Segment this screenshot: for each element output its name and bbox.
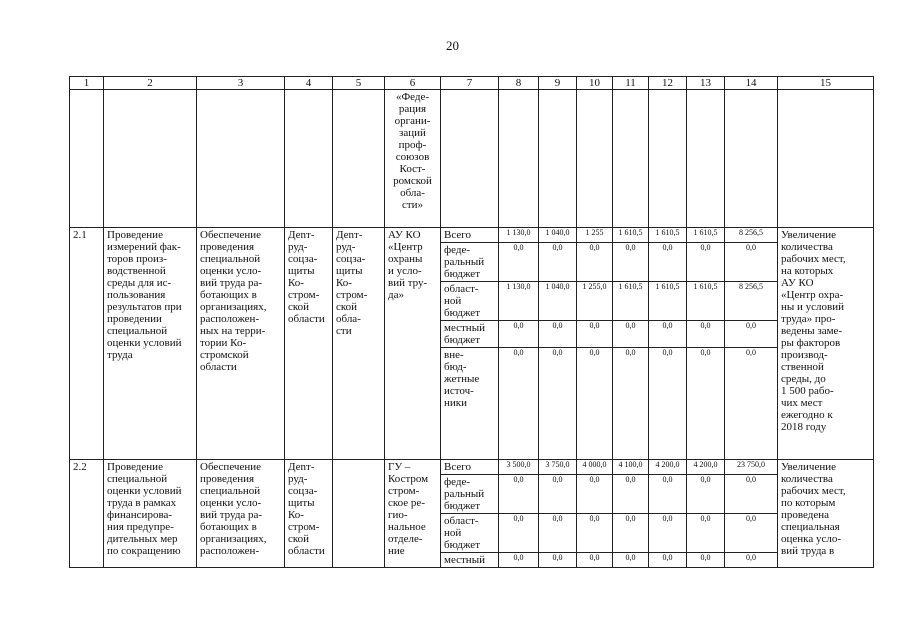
coexecutor-cell-line: обла- <box>336 313 361 325</box>
responsible-cell-line: Ко- <box>288 277 304 289</box>
funding-value: 3 500,0 <box>499 460 539 475</box>
empty-cell <box>70 90 104 228</box>
funding-value: 0,0 <box>613 514 649 553</box>
responsible-cell-line: соцза- <box>288 253 318 265</box>
expected-result-cell-line: количества <box>781 241 833 253</box>
coexecutor-cell-line: руд- <box>336 241 356 253</box>
funding-value: 0,0 <box>499 243 539 282</box>
continuation-row <box>70 90 874 228</box>
expected-result-cell-line: АУ КО <box>781 277 814 289</box>
funding-value: 4 100,0 <box>613 460 649 475</box>
funding-value: 0,0 <box>539 321 577 348</box>
responsible-cell-line: щиты <box>288 265 315 277</box>
executor-cell-line: ромской <box>393 175 432 187</box>
funding-value: 0,0 <box>577 553 613 568</box>
activity-name-cell-line: Проведение <box>107 461 163 473</box>
activity-content-cell-line: оценки усло- <box>200 265 262 277</box>
activity-content-cell-line: ных на терри- <box>200 325 266 337</box>
activity-content-cell-line: специальной <box>200 485 261 497</box>
funding-value: 23 750,0 <box>725 460 778 475</box>
funding-value: 0,0 <box>725 514 778 553</box>
responsible-cell-line: Деnт- <box>288 229 315 241</box>
funding-source-label-line: ральный <box>444 256 485 268</box>
funding-source-label-line: бюджет <box>444 334 480 346</box>
funding-value: 0,0 <box>613 348 649 460</box>
responsible-cell-line: щиты <box>288 497 315 509</box>
funding-source-label <box>441 553 499 568</box>
activity-name-cell-line: среды для ис- <box>107 277 172 289</box>
funding-source-label <box>441 348 499 460</box>
expected-result-cell-line: количества <box>781 473 833 485</box>
activity-name-cell-line: труда в рамках <box>107 497 177 509</box>
coexecutor-cell-line: щиты <box>336 265 363 277</box>
responsible-cell-line: ской <box>288 301 310 313</box>
column-header-12: 12 <box>649 77 687 90</box>
expected-result-cell-line: среды, до <box>781 373 826 385</box>
executor-cell-line: рация <box>398 103 427 115</box>
executor-cell-line: заций <box>399 127 426 139</box>
responsible-cell-line: ской <box>288 533 310 545</box>
funding-value: 0,0 <box>613 243 649 282</box>
activity-content-cell-line: ботающих в <box>200 521 257 533</box>
funding-source-label-line: феде- <box>444 476 471 488</box>
funding-value: 0,0 <box>499 321 539 348</box>
expected-result-cell-line: Увеличение <box>781 229 837 241</box>
expected-result-cell-line: на которых <box>781 265 834 277</box>
expected-result-cell-line: рабочих мест, <box>781 253 846 265</box>
activity-name-cell-line: водственной <box>107 265 166 277</box>
funding-source-label-line: Всего <box>444 229 471 241</box>
activity-content-cell-line: стромской <box>200 349 249 361</box>
expected-result-cell-line: «Центр охра- <box>781 289 844 301</box>
activity-name-cell-line: измерений фак- <box>107 241 181 253</box>
activity-name-cell-line: финансирова- <box>107 509 173 521</box>
activity-name-cell-line: специальной <box>107 325 168 337</box>
funding-source-label-line: Всего <box>444 461 471 473</box>
coexecutor-cell-line: ской <box>336 301 358 313</box>
activity-name-cell-line: ния предупре- <box>107 521 174 533</box>
funding-value: 1 130,0 <box>499 228 539 243</box>
funding-value: 0,0 <box>725 553 778 568</box>
column-header-4: 4 <box>285 77 333 90</box>
expected-result-cell-line: ры факторов <box>781 337 841 349</box>
activity-name-cell-line: торов произ- <box>107 253 167 265</box>
funding-source-label-line: бюд- <box>444 361 467 373</box>
empty-cell <box>649 90 687 228</box>
funding-source-label-line: област- <box>444 515 479 527</box>
executor-cell-line: отделе- <box>388 533 423 545</box>
funding-source-label-line: местный <box>444 554 485 566</box>
activity-name-cell-line: дительных мер <box>107 533 178 545</box>
empty-cell <box>778 90 874 228</box>
funding-value: 0,0 <box>725 475 778 514</box>
coexecutor-cell-line: Деnт- <box>336 229 363 241</box>
page-number: 20 <box>446 38 459 53</box>
funding-value: 4 000,0 <box>577 460 613 475</box>
row-number: 2.1 <box>70 228 104 460</box>
coexecutor-cell-line: стром- <box>336 289 368 301</box>
funding-source-label-line: источ- <box>444 385 474 397</box>
funding-source-label <box>441 514 499 553</box>
empty-cell <box>725 90 778 228</box>
funding-value: 0,0 <box>649 243 687 282</box>
empty-cell <box>613 90 649 228</box>
funding-value: 0,0 <box>539 553 577 568</box>
funding-value: 0,0 <box>577 514 613 553</box>
responsible-cell-line: области <box>288 545 325 557</box>
funding-value: 0,0 <box>725 321 778 348</box>
coexecutor-cell <box>333 460 385 568</box>
executor-cell-line: стром- <box>388 485 420 497</box>
funding-source-label-line: феде- <box>444 244 471 256</box>
funding-value: 0,0 <box>649 553 687 568</box>
funding-value: 1 130,0 <box>499 282 539 321</box>
funding-source-label-line: ной <box>444 295 462 307</box>
responsible-cell-line: Деnт- <box>288 461 315 473</box>
funding-value: 8 256,5 <box>725 228 778 243</box>
executor-cell-line: обла- <box>400 187 425 199</box>
funding-source-label <box>441 228 499 243</box>
funding-value: 0,0 <box>725 348 778 460</box>
responsible-cell-line: соцза- <box>288 485 318 497</box>
activity-content-cell-line: организациях, <box>200 301 267 313</box>
column-number-row <box>70 77 874 90</box>
funding-value: 0,0 <box>649 321 687 348</box>
responsible-cell <box>285 228 333 460</box>
expected-result-cell-line: производ- <box>781 349 828 361</box>
funding-source-label-line: област- <box>444 283 479 295</box>
activity-content-cell-line: Обеспечение <box>200 229 261 241</box>
funding-value: 0,0 <box>539 243 577 282</box>
column-header-3: 3 <box>197 77 285 90</box>
expected-result-cell-line: рабочих мест, <box>781 485 846 497</box>
expected-result-cell-line: 2018 году <box>781 421 827 433</box>
expected-result-cell-line: ведены заме- <box>781 325 843 337</box>
funding-value: 4 200,0 <box>687 460 725 475</box>
empty-cell <box>104 90 197 228</box>
funding-source-label <box>441 282 499 321</box>
funding-value: 0,0 <box>649 475 687 514</box>
funding-value: 0,0 <box>577 243 613 282</box>
activity-name-cell <box>104 228 197 460</box>
activity-name-cell-line: Проведение <box>107 229 163 241</box>
funding-value: 0,0 <box>649 348 687 460</box>
executor-cell <box>385 228 441 460</box>
funding-value: 0,0 <box>577 348 613 460</box>
empty-cell <box>441 90 499 228</box>
column-header-7: 7 <box>441 77 499 90</box>
expected-result-cell-line: труда» про- <box>781 313 836 325</box>
funding-value: 0,0 <box>499 514 539 553</box>
activity-content-cell-line: тории Ко- <box>200 337 247 349</box>
funding-value: 0,0 <box>613 475 649 514</box>
funding-source-label-line: бюджет <box>444 307 480 319</box>
column-header-10: 10 <box>577 77 613 90</box>
activity-content-cell-line: расположен- <box>200 545 260 557</box>
activity-name-cell-line: проведении <box>107 313 162 325</box>
executor-cell <box>385 460 441 568</box>
responsible-cell-line: стром- <box>288 289 320 301</box>
expected-result-cell-line: специальная <box>781 521 840 533</box>
row-number: 2.2 <box>70 460 104 568</box>
funding-value: 3 750,0 <box>539 460 577 475</box>
executor-cell-line: союзов <box>395 151 430 163</box>
activity-content-cell-line: специальной <box>200 253 261 265</box>
expected-result-cell-line: по которым <box>781 497 836 509</box>
funding-value: 0,0 <box>499 475 539 514</box>
column-header-9: 9 <box>539 77 577 90</box>
activity-content-cell-line: организациях, <box>200 533 267 545</box>
expected-result-cell-line: проведена <box>781 509 830 521</box>
funding-value: 0,0 <box>613 321 649 348</box>
executor-cell-line: ское ре- <box>388 497 425 509</box>
empty-cell <box>197 90 285 228</box>
coexecutor-cell <box>333 228 385 460</box>
activity-name-cell-line: оценки условий <box>107 485 182 497</box>
activity-name-cell <box>104 460 197 568</box>
funding-value: 1 610,5 <box>649 282 687 321</box>
executor-cell-line: Кост- <box>399 163 426 175</box>
responsible-cell-line: стром- <box>288 521 320 533</box>
expected-result-cell-line: ственной <box>781 361 824 373</box>
empty-cell <box>285 90 333 228</box>
funding-value: 0,0 <box>687 321 725 348</box>
empty-cell <box>333 90 385 228</box>
funding-value: 0,0 <box>539 348 577 460</box>
executor-cell-line: ние <box>388 545 405 557</box>
funding-source-label <box>441 460 499 475</box>
activity-name-cell-line: по сокращению <box>107 545 181 557</box>
funding-value: 1 610,5 <box>613 228 649 243</box>
empty-cell <box>499 90 539 228</box>
funding-value: 0,0 <box>687 514 725 553</box>
column-header-13: 13 <box>687 77 725 90</box>
funding-value: 0,0 <box>687 243 725 282</box>
funding-source-label <box>441 475 499 514</box>
activity-name-cell-line: труда <box>107 349 133 361</box>
funding-value: 0,0 <box>577 475 613 514</box>
column-header-11: 11 <box>613 77 649 90</box>
executor-cell-line: охраны <box>388 253 423 265</box>
column-header-15: 15 <box>778 77 874 90</box>
activity-content-cell-line: Обеспечение <box>200 461 261 473</box>
executor-cell-line: АУ КО <box>388 229 421 241</box>
funding-value: 0,0 <box>577 321 613 348</box>
activity-2-1-total-row <box>70 228 874 243</box>
activity-content-cell-line: вий труда ра- <box>200 509 263 521</box>
activity-content-cell-line: проведения <box>200 241 255 253</box>
funding-value: 0,0 <box>613 553 649 568</box>
executor-cell-line: нальное <box>388 521 426 533</box>
funding-source-label-line: ники <box>444 397 468 409</box>
column-header-1: 1 <box>70 77 104 90</box>
coexecutor-cell-line: сти <box>336 325 352 337</box>
activity-content-cell-line: оценки усло- <box>200 497 262 509</box>
funding-value: 1 040,0 <box>539 228 577 243</box>
activity-content-cell-line: области <box>200 361 237 373</box>
funding-value: 0,0 <box>687 348 725 460</box>
expected-result-cell-line: Увеличение <box>781 461 837 473</box>
activity-content-cell-line: вий труда ра- <box>200 277 263 289</box>
executor-cell <box>385 90 441 228</box>
funding-value: 4 200,0 <box>649 460 687 475</box>
executor-cell-line: вий тру- <box>388 277 428 289</box>
funding-value: 1 255,0 <box>577 282 613 321</box>
funding-source-label-line: бюджет <box>444 539 480 551</box>
funding-source-label-line: ной <box>444 527 462 539</box>
program-table <box>69 76 874 568</box>
executor-cell-line: проф- <box>398 139 427 151</box>
activity-name-cell-line: специальной <box>107 473 168 485</box>
funding-value: 1 610,5 <box>687 282 725 321</box>
expected-result-cell-line: чих мест <box>781 397 823 409</box>
activity-name-cell-line: пользования <box>107 289 166 301</box>
funding-value: 1 255 <box>577 228 613 243</box>
executor-cell-line: Костром <box>388 473 429 485</box>
executor-cell-line: «Феде- <box>395 91 430 103</box>
funding-source-label-line: местный <box>444 322 485 334</box>
empty-cell <box>687 90 725 228</box>
funding-value: 0,0 <box>539 475 577 514</box>
funding-value: 0,0 <box>499 348 539 460</box>
funding-value: 0,0 <box>499 553 539 568</box>
executor-cell-line: да» <box>388 289 404 301</box>
empty-cell <box>539 90 577 228</box>
funding-value: 0,0 <box>539 514 577 553</box>
activity-content-cell-line: проведения <box>200 473 255 485</box>
executor-cell-line: сти» <box>401 199 424 211</box>
coexecutor-cell-line: Ко- <box>336 277 352 289</box>
expected-result-cell-line: вий труда в <box>781 545 835 557</box>
column-header-5: 5 <box>333 77 385 90</box>
empty-cell <box>577 90 613 228</box>
executor-cell-line: и усло- <box>388 265 422 277</box>
funding-value: 1 040,0 <box>539 282 577 321</box>
executor-cell-line: ГУ – <box>388 461 411 473</box>
activity-name-cell-line: результатов при <box>107 301 182 313</box>
funding-source-label-line: жетные <box>444 373 480 385</box>
expected-result-cell <box>778 228 874 460</box>
column-header-6: 6 <box>385 77 441 90</box>
funding-source-label-line: ральный <box>444 488 485 500</box>
activity-content-cell-line: ботающих в <box>200 289 257 301</box>
column-header-14: 14 <box>725 77 778 90</box>
activity-content-cell <box>197 460 285 568</box>
column-header-2: 2 <box>104 77 197 90</box>
funding-value: 0,0 <box>725 243 778 282</box>
funding-source-label <box>441 321 499 348</box>
funding-value: 1 610,5 <box>687 228 725 243</box>
executor-cell-line: гио- <box>388 509 408 521</box>
funding-value: 0,0 <box>687 475 725 514</box>
responsible-cell-line: области <box>288 313 325 325</box>
responsible-cell-line: руд- <box>288 241 308 253</box>
funding-value: 0,0 <box>687 553 725 568</box>
activity-name-cell-line: оценки условий <box>107 337 182 349</box>
funding-value: 0,0 <box>649 514 687 553</box>
executor-cell-line: органи- <box>394 115 431 127</box>
expected-result-cell-line: оценка усло- <box>781 533 842 545</box>
activity-2-2-total-row <box>70 460 874 475</box>
expected-result-cell-line: ежегодно к <box>781 409 833 421</box>
responsible-cell <box>285 460 333 568</box>
funding-value: 8 256,5 <box>725 282 778 321</box>
responsible-cell-line: Ко- <box>288 509 304 521</box>
funding-value: 1 610,5 <box>649 228 687 243</box>
funding-source-label <box>441 243 499 282</box>
funding-source-label-line: вне- <box>444 349 464 361</box>
activity-content-cell-line: расположен- <box>200 313 260 325</box>
expected-result-cell <box>778 460 874 568</box>
expected-result-cell-line: 1 500 рабо- <box>781 385 834 397</box>
column-header-8: 8 <box>499 77 539 90</box>
funding-source-label-line: бюджет <box>444 500 480 512</box>
funding-value: 1 610,5 <box>613 282 649 321</box>
expected-result-cell-line: ны и условий <box>781 301 845 313</box>
coexecutor-cell-line: соцза- <box>336 253 366 265</box>
activity-content-cell <box>197 228 285 460</box>
responsible-cell-line: руд- <box>288 473 308 485</box>
funding-source-label-line: бюджет <box>444 268 480 280</box>
executor-cell-line: «Центр <box>388 241 423 253</box>
